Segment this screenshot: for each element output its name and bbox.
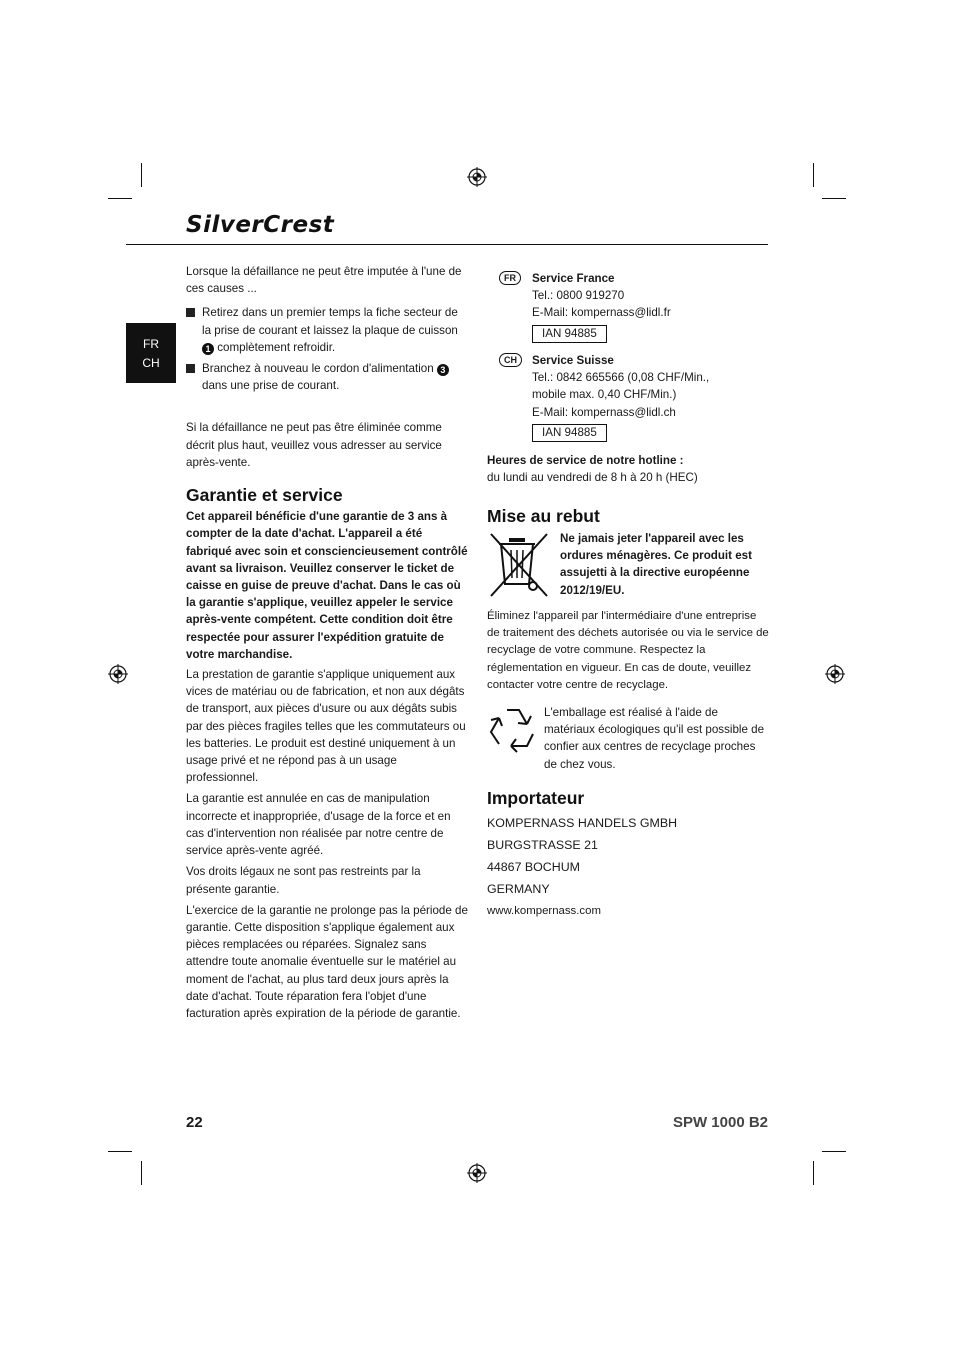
crop-mark xyxy=(108,198,132,199)
registration-mark-icon xyxy=(108,664,128,684)
recycle-icon xyxy=(487,704,539,756)
recycle-text: L'emballage est réalisé à l'aide de matériaux écologiques qu'il est possible de confier aux centres de recyclage proches de chez vous. xyxy=(544,706,765,771)
list-item: Branchez à nouveau le cordon d'alimentation 3 dans une prise de courant. xyxy=(186,360,468,394)
crossed-bin-icon xyxy=(487,532,555,600)
rebut-bold-text: Ne jamais jeter l'appareil avec les ordures ménagères. Ce produit est assujetti à la directive européenne 2012/19/EU. xyxy=(560,532,752,597)
language-tab-fr: FR xyxy=(143,337,159,351)
service-title: Service Suisse xyxy=(532,354,614,367)
list-item: Retirez dans un premier temps la fiche secteur de la prise de courant et laissez la plaque de cuisson 1 complètement refroidir. xyxy=(186,304,468,356)
website-link[interactable]: www.kompernass.com xyxy=(487,905,601,917)
section-title-importateur: Importateur xyxy=(487,788,585,808)
registration-mark-icon xyxy=(825,664,845,684)
ch-badge: CH xyxy=(499,353,522,367)
left-column xyxy=(186,263,468,1022)
registration-mark-icon xyxy=(467,167,487,187)
crop-mark xyxy=(141,163,142,187)
rebut-text: Éliminez l'appareil par l'intermédiaire d'une entreprise de traitement des déchets autorisée ou via le service de recyclage de votre commune. Respectez la réglementation en vigueur. En cas de doute, veuillez contacter votre centre de recyclage. xyxy=(487,610,769,691)
service-mail: E-Mail: kompernass@lidl.ch xyxy=(532,405,676,419)
service-tel: Tel.: 0842 665566 (0,08 CHF/Min., xyxy=(532,371,710,385)
model-number: SPW 1000 B2 xyxy=(672,1114,768,1131)
registration-mark-icon xyxy=(467,1163,487,1183)
hours-title: Heures de service de notre hotline : xyxy=(487,454,684,467)
garantie-paragraph: La prestation de garantie s'applique uniquement aux vices de matériau ou de fabrication, et non aux dégâts de transport, aux pièces d'usure ou aux dégâts subis par des pièces fragiles telles que les commutateurs ou les batteries. Le produit est destiné uniquement à un usage privé et ne répond pas à un usage professionnel. xyxy=(186,668,466,785)
service-mail: E-Mail: kompernass@lidl.fr xyxy=(532,306,671,320)
bullet-square-icon xyxy=(186,308,195,317)
garantie-paragraph: L'exercice de la garantie ne prolonge pas la période de garantie. Cette disposition s'applique également aux pièces remplacées ou réparées. Signalez sans attendre toute anomalie éventuelle sur le matériel au moment de l'achat, au plus tard deux jours après la date d'achat. Toute réparation fera l'objet d'une facturation après expiration de la période de garantie. xyxy=(186,903,468,1020)
language-tab xyxy=(126,323,176,383)
service-tel: Tel.: 0800 919270 xyxy=(532,289,625,303)
service-mobile: mobile max. 0,40 CHF/Min.) xyxy=(532,388,677,402)
ian-box: IAN 94885 xyxy=(532,424,607,442)
garantie-paragraph: La garantie est annulée en cas de manipulation incorrecte et inappropriée, d'usage de la force et en cas d'intervention non réalisée par notre centre de service après-vente agréé. xyxy=(186,792,451,858)
language-tab-ch: CH xyxy=(142,356,160,370)
address-line: BURGSTRASSE 21 xyxy=(487,838,598,852)
address-line: KOMPERNASS HANDELS GMBH xyxy=(487,816,678,830)
hours-text: du lundi au vendredi de 8 h à 20 h (HEC) xyxy=(487,471,698,485)
importer-address xyxy=(487,812,769,922)
fr-badge: FR xyxy=(499,271,521,285)
crop-mark xyxy=(141,1161,142,1185)
part-number-badge: 1 xyxy=(202,343,214,355)
crop-mark xyxy=(813,1161,814,1185)
crop-mark xyxy=(822,198,846,199)
address-line: 44867 BOCHUM xyxy=(487,860,580,874)
page-number: 22 xyxy=(186,1114,203,1131)
after-text: Si la défaillance ne peut pas être éliminée comme décrit plus haut, veuillez vous adresser au service après-vente. xyxy=(186,421,442,469)
hotline-block xyxy=(487,452,769,486)
fr-service-block xyxy=(499,270,671,343)
garantie-bold-text: Cet appareil bénéficie d'une garantie de 3 ans à compter de la date d'achat. L'appareil a été fabriqué avec soin et consciencieusement contrôlé avant sa livraison. Veuillez conserver le ticket de caisse en guise de preuve d'achat. Dans le cas où la garantie s'applique, veuillez appeler le service après-vente compétent. Cette condition doit être respectée pour assurer l'expédition gratuite de votre marchandise. xyxy=(186,510,468,661)
ch-service-block xyxy=(499,352,709,442)
intro-text: Lorsque la défaillance ne peut être imputée à l'une de ces causes ... xyxy=(186,265,462,296)
brand-logo: SilverCrest xyxy=(186,212,335,238)
garantie-paragraph: Vos droits légaux ne sont pas restreints par la présente garantie. xyxy=(186,865,421,896)
header-rule xyxy=(126,244,768,245)
address-line: GERMANY xyxy=(487,882,550,896)
crop-mark xyxy=(108,1151,132,1152)
ian-box: IAN 94885 xyxy=(532,325,607,343)
crop-mark xyxy=(813,163,814,187)
section-title-garantie: Garantie et service xyxy=(186,485,343,506)
service-title: Service France xyxy=(532,272,615,285)
part-number-badge: 3 xyxy=(437,364,449,376)
crop-mark xyxy=(822,1151,846,1152)
bullet-square-icon xyxy=(186,364,195,373)
section-title-rebut: Mise au rebut xyxy=(487,506,600,526)
